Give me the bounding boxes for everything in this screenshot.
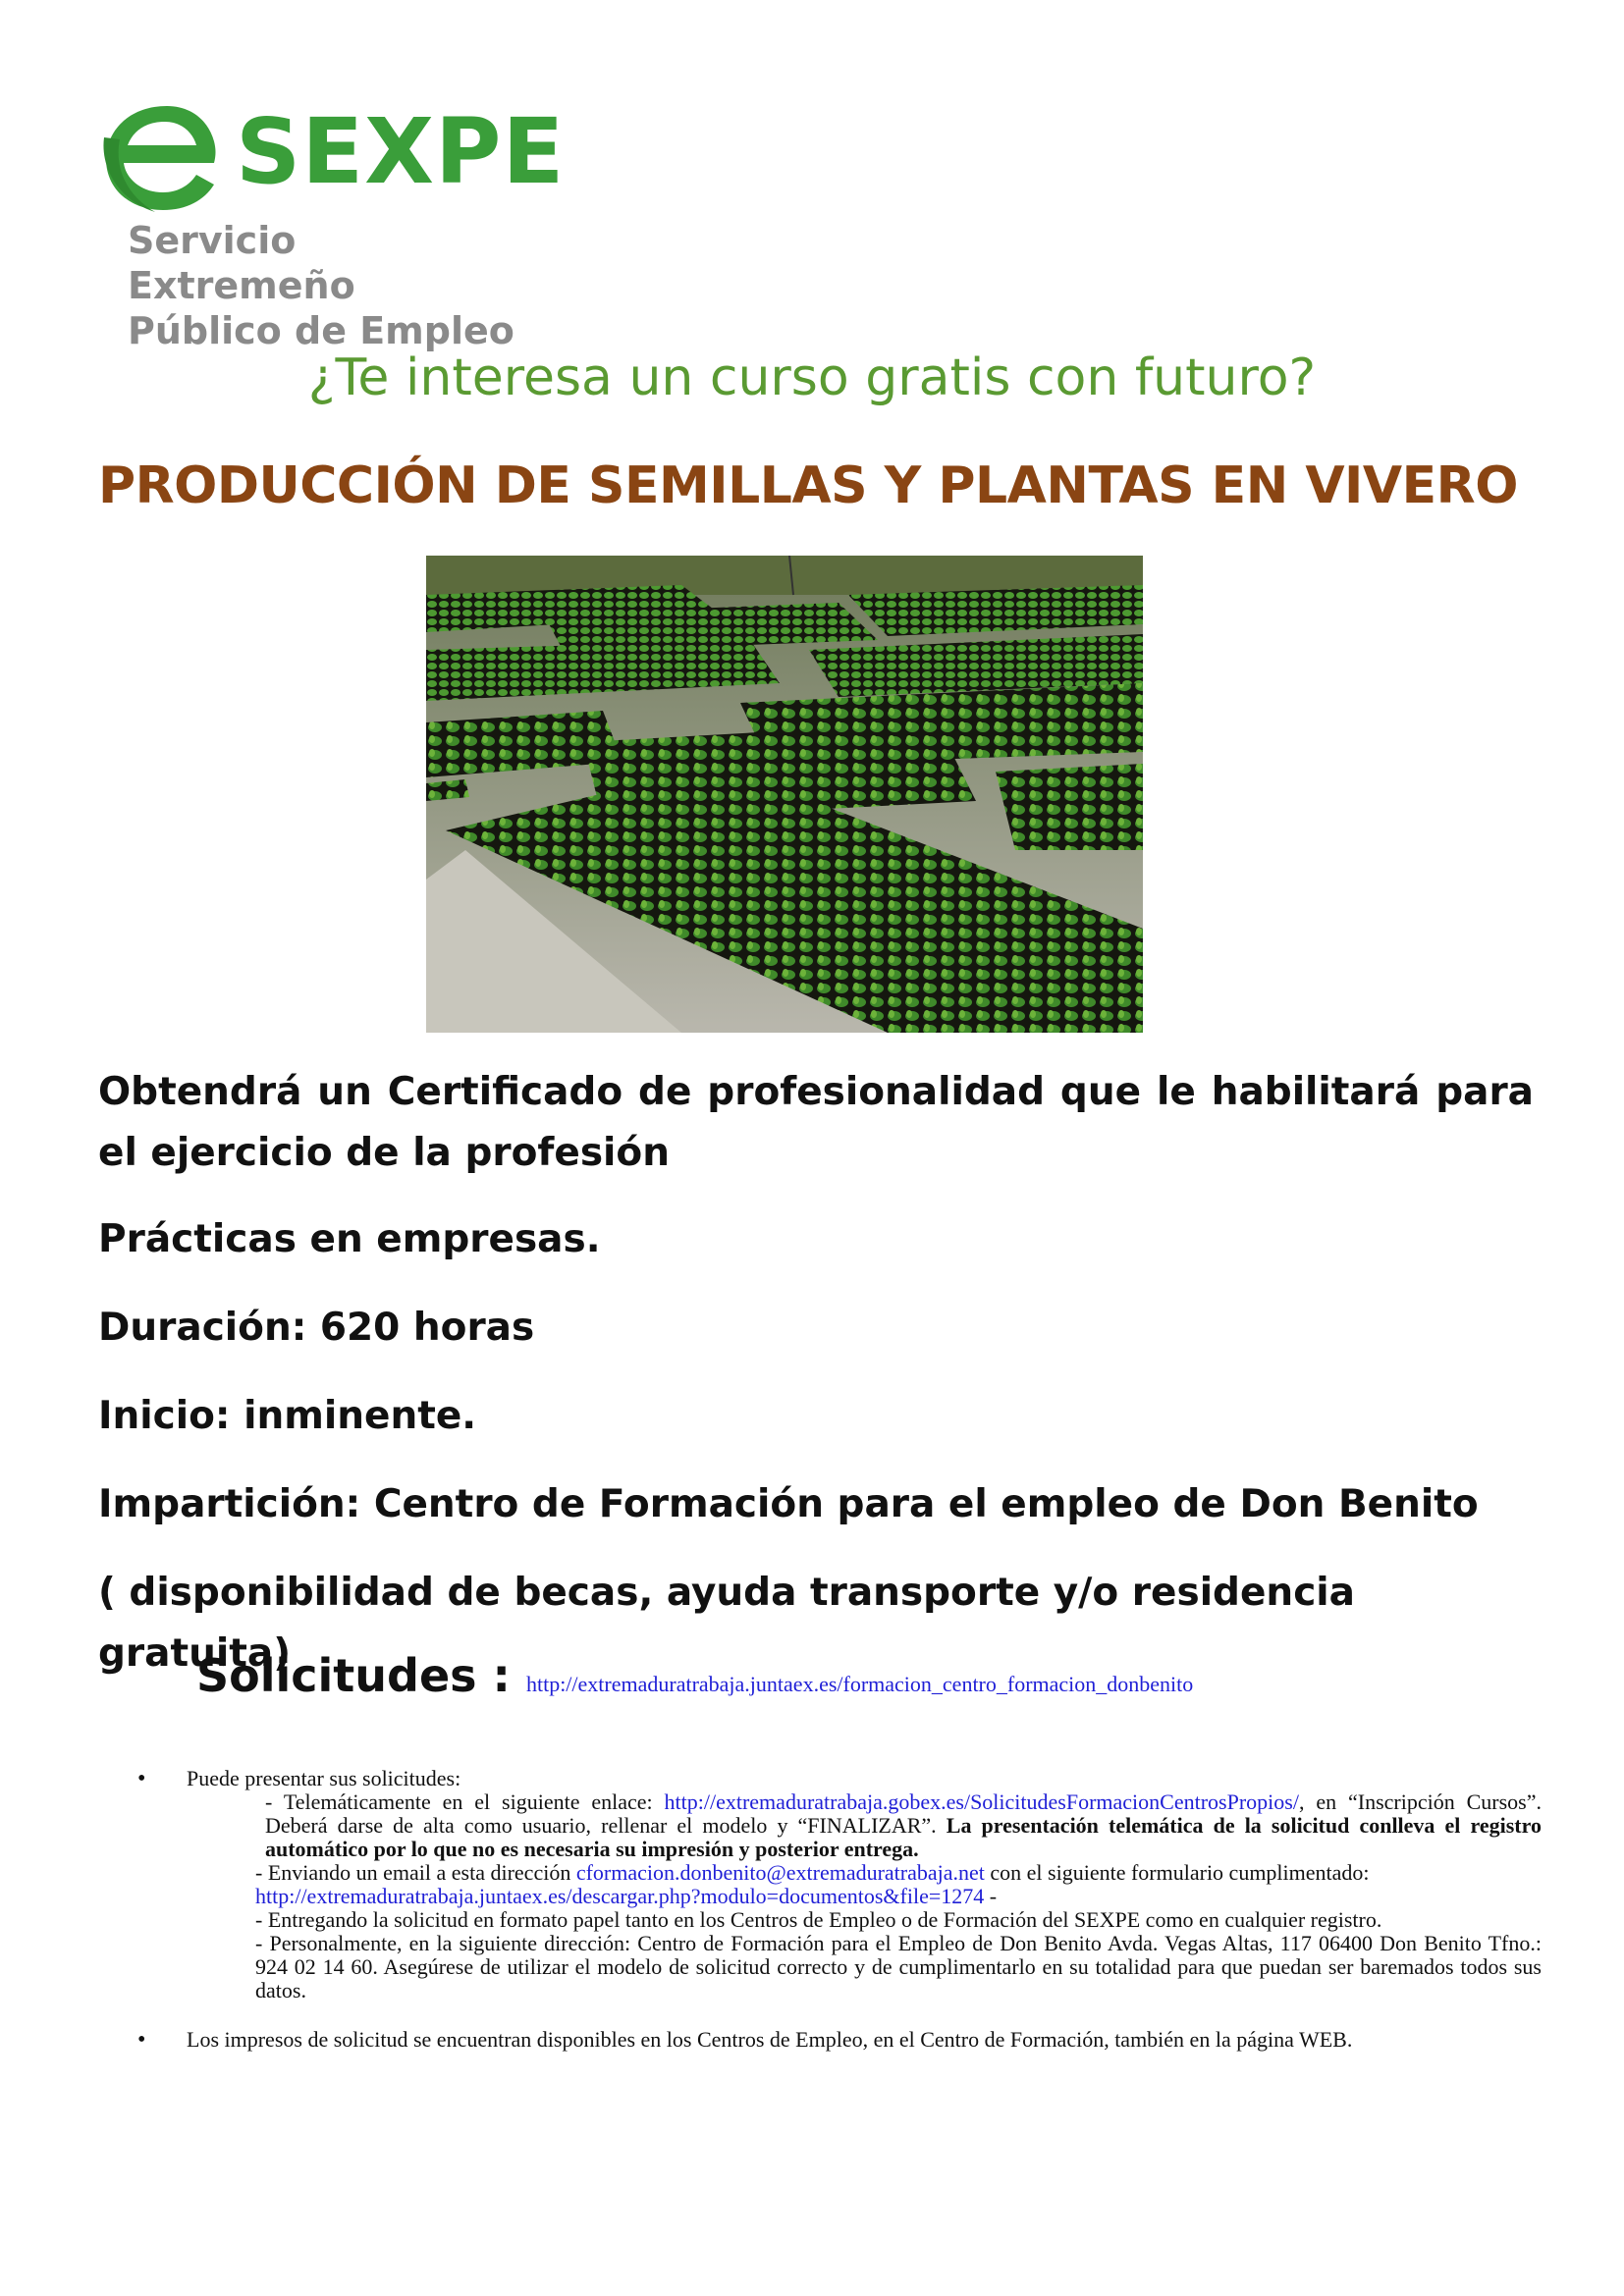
logo-subtitle [128,218,520,353]
online-suffix: , en “Inscripción Cursos”. Deberá darse de alta como usuario, rellenar el modelo y “FINALIZAR”. [265,1789,1542,1838]
logo-subtitle-line1: Servicio Extremeño [128,219,355,307]
list-item [137,2028,1542,2052]
start-text: Inicio: inminente. [98,1394,477,1438]
location-text: Impartición: Centro de Formación para el empleo de Don Benito [98,1482,1479,1526]
email-link[interactable]: cformacion.donbenito@extremaduratrabaja.net [575,1860,985,1885]
logo-subtitle-line2: Público de Empleo [128,309,514,352]
solicitudes-link[interactable]: http://extremaduratrabaja.juntaex.es/formacion_centro_formacion_donbenito [525,1672,1194,1696]
course-title: PRODUCCIÓN DE SEMILLAS Y PLANTAS EN VIVERO [98,456,1518,515]
form-download-link[interactable]: http://extremaduratrabaja.juntaex.es/descargar.php?modulo=documentos&file=1274 [255,1884,985,1908]
nursery-trays-illustration [426,556,1143,1033]
solicitudes-row [196,1649,1193,1702]
email-instructions [187,1861,1542,1908]
in-person-instructions: - Personalmente, en la siguiente dirección: Centro de Formación para el Empleo de Don Benito Avda. Vegas Altas, 117 06400 Don Benito Tfno.: 924 02 14 60. Asegúrese de utilizar el modelo de solicitud correcto y de cumplimentarlo en su totalidad para que puedan ser baremados todos sus datos. [255,1931,1542,2002]
online-prefix: - Telemáticamente en el siguiente enlace: [265,1789,665,1814]
online-instructions [187,1790,1542,1861]
practices-text: Prácticas en empresas. [98,1217,601,1261]
email-prefix: - Enviando un email a esta dirección [255,1860,576,1885]
scholarships-text: ( disponibilidad de becas, ayuda transporte y/o residencia gratuita) [98,1571,1355,1676]
list-item [137,1767,1542,2002]
application-details [137,1767,1542,2052]
certificate-text: Obtendrá un Certificado de profesionalidad que le habilitará para el ejercicio de la profesión [98,1070,1534,1175]
nursery-seedlings-photo [426,556,1143,1033]
online-bold-note: La presentación telemática de la solicitud conlleva el registro automático por lo que no es necesaria su impresión y posterior entrega. [265,1813,1542,1861]
headline: ¿Te interesa un curso gratis con futuro? [307,348,1317,407]
email-suffix: con el siguiente formulario cumplimentado: [984,1860,1370,1885]
sexpe-logo [98,98,566,352]
paper-instructions: - Entregando la solicitud en formato papel tanto en los Centros de Empleo o de Formación del SEXPE como en cualquier registro. [255,1907,1382,1932]
forms-available-text: • Los impresos de solicitud se encuentran disponibles en los Centros de Empleo, en el Centro de Formación, también en la página WEB. [187,2027,1353,2052]
form-suffix: - [984,1884,998,1908]
duration-text: Duración: 620 horas [98,1306,535,1350]
logo-name: SEXPE [236,99,566,204]
course-facts [98,1062,1534,1712]
solicitudes-label: Solicitudes : [196,1649,511,1702]
intro-text: • Puede presentar sus solicitudes: [187,1766,461,1790]
sexpe-e-logo-icon [98,98,226,216]
online-link[interactable]: http://extremaduratrabaja.gobex.es/SolicitudesFormacionCentrosPropios/ [664,1789,1299,1814]
